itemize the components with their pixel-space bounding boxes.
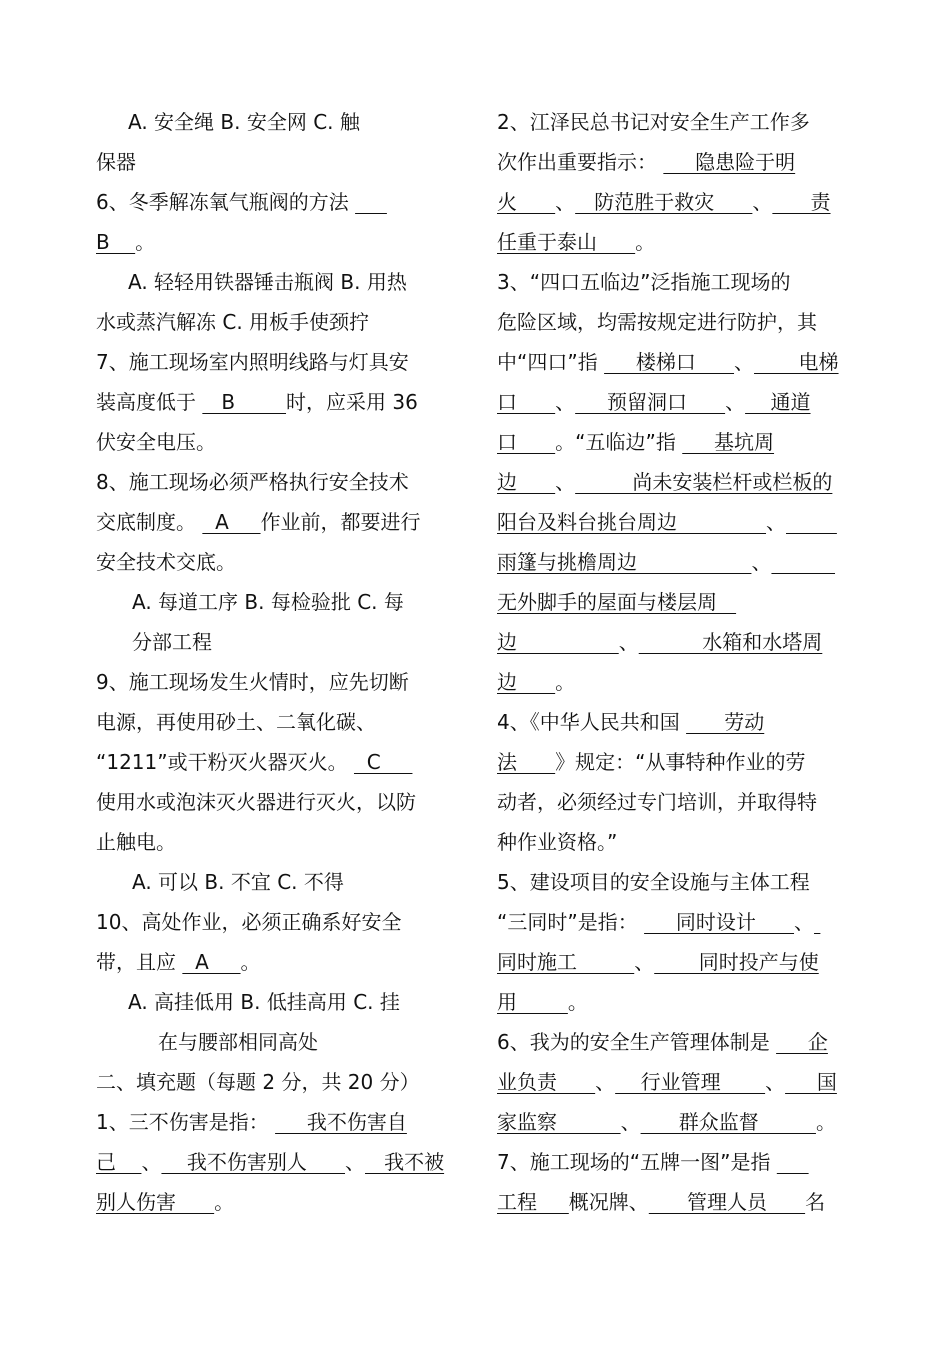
answer-blank: [786, 510, 837, 534]
text-line: [497, 582, 859, 622]
answer-blank: 隐患险于明: [663, 150, 796, 174]
question-text: 、: [765, 1070, 786, 1094]
answer-blank: 阳台及料台挑台周边: [497, 510, 767, 534]
question-text: 7、施工现场的“五牌一图”是指: [497, 1150, 777, 1174]
question-text: 、: [141, 1150, 162, 1174]
answer-blank: 任重于泰山: [497, 230, 636, 254]
question-text: 次作出重要指示：: [497, 150, 664, 174]
answer-blank: 工程: [497, 1190, 569, 1214]
answer-blank: 业负责: [497, 1070, 596, 1094]
question-text: 、: [751, 550, 772, 574]
answer-blank: 己: [96, 1150, 142, 1174]
question-10: 10、高处作业，必须正确系好安全: [96, 910, 402, 934]
answer-blank: 水箱和水塔周: [638, 630, 823, 654]
question-text: 。: [214, 1190, 235, 1214]
text-line: 动者，必须经过专门培训，并取得特: [497, 790, 817, 814]
answer-blank: 基坑周: [682, 430, 775, 454]
answer-blank: 法: [497, 750, 556, 774]
text-line: 在与腰部相同高处: [158, 1030, 318, 1054]
answer-blank: 口: [497, 430, 556, 454]
text-line: [497, 502, 859, 542]
answer-blank: 防范胜于救灾: [575, 190, 753, 214]
question-6: [96, 182, 456, 222]
answer-blank: 通道: [745, 390, 811, 414]
question-7: 7、施工现场室内照明线路与灯具安: [96, 350, 409, 374]
text-line: [497, 662, 859, 702]
question-text: 6、冬季解冻氧气瓶阀的方法: [96, 190, 356, 214]
answer-blank: 用: [497, 990, 568, 1014]
text-line: [497, 1182, 859, 1222]
text-line: [96, 382, 456, 422]
text-line: [497, 382, 859, 422]
question-text: 4、《中华人民共和国: [497, 710, 687, 734]
text-line: [96, 1182, 456, 1222]
text-line: [497, 742, 859, 782]
question-text: 概况牌、: [568, 1190, 649, 1214]
answer-blank: [814, 910, 820, 934]
text-line: 伏安全电压。: [96, 430, 216, 454]
answer-blank: 群众监督: [640, 1110, 816, 1134]
answer-blank: 同时施工: [497, 950, 635, 974]
answer-blank: 国: [785, 1070, 837, 1094]
answer-blank: 电梯: [754, 350, 839, 374]
answer-blank: 责: [772, 190, 831, 214]
text-line: 水或蒸汽解冻 C. 用板手使颈拧: [96, 310, 370, 334]
text-line: [497, 142, 859, 182]
fill-question-6: [497, 1022, 859, 1062]
question-text: 6、我为的安全生产管理体制是: [497, 1030, 777, 1054]
question-text: 、: [794, 910, 815, 934]
answer-blank: 边: [497, 470, 556, 494]
question-text: 交底制度。: [96, 510, 203, 534]
question-text: 、: [620, 1110, 641, 1134]
question-text: 。: [240, 950, 261, 974]
text-line: [497, 1062, 859, 1102]
answer-blank: 行业管理: [615, 1070, 766, 1094]
answer-blank: 企: [776, 1030, 828, 1054]
question-text: 装高度低于: [96, 390, 203, 414]
question-text: 、: [725, 390, 746, 414]
question-text: 、: [634, 950, 655, 974]
text-line: 分部工程: [132, 630, 212, 654]
text-line: [96, 502, 456, 542]
question-9: 9、施工现场发生火情时，应先切断: [96, 670, 409, 694]
text-line: [497, 942, 859, 982]
question-text: 。: [555, 670, 576, 694]
text-line: [497, 622, 859, 662]
text-line: 危险区域，均需按规定进行防护，其: [497, 310, 817, 334]
text-line: [497, 462, 859, 502]
question-text: 。: [635, 230, 656, 254]
question-text: 、: [734, 350, 755, 374]
fill-question-5: 5、建设项目的安全设施与主体工程: [497, 870, 810, 894]
text-line: 保器: [96, 150, 136, 174]
text-line: [497, 1102, 859, 1142]
text-line: 使用水或泡沫灭火器进行灭火，以防: [96, 790, 416, 814]
answer-blank: 口: [497, 390, 556, 414]
answer-blank: [771, 550, 835, 574]
text-line: [497, 422, 859, 462]
fill-question-4: [497, 702, 859, 742]
text-line: 止触电。: [96, 830, 176, 854]
text-line: 电源，再使用砂土、二氧化碳、: [96, 710, 376, 734]
answer-blank: 同时投产与使: [654, 950, 819, 974]
question-text: 中“四口”指: [497, 350, 605, 374]
answer-blank: A: [182, 950, 241, 974]
question-text: 。: [135, 230, 156, 254]
question-text: “三同时”是指：: [497, 910, 645, 934]
answer-blank: 边: [497, 630, 619, 654]
question-text: 、: [595, 1070, 616, 1094]
answer-blank: 我不被: [365, 1150, 445, 1174]
answer-blank: 火: [497, 190, 556, 214]
answer-blank: 家监察: [497, 1110, 621, 1134]
answer-blank: B: [202, 390, 287, 414]
question-text: 、: [752, 190, 773, 214]
answer-blank: 管理人员: [648, 1190, 806, 1214]
question-text: 。: [815, 1110, 836, 1134]
question-text: 、: [555, 190, 576, 214]
fill-question-1: [96, 1102, 456, 1142]
answer-blank: 我不伤害自: [275, 1110, 407, 1134]
fill-question-2: 2、江泽民总书记对安全生产工作多: [497, 110, 810, 134]
question-8: 8、施工现场必须严格执行安全技术: [96, 470, 409, 494]
answer-blank: [355, 190, 387, 214]
question-text: 、: [555, 470, 576, 494]
text-line: 安全技术交底。: [96, 550, 236, 574]
text-line: [497, 542, 859, 582]
options-q5: A. 安全绳 B. 安全网 C. 触: [128, 110, 360, 134]
answer-blank: 我不伤害别人: [161, 1150, 346, 1174]
text-line: [497, 902, 859, 942]
answer-blank: 边: [497, 670, 556, 694]
question-text: 、: [766, 510, 787, 534]
section-heading: 二、填充题（每题 2 分，共 20 分）: [96, 1070, 420, 1094]
question-text: 。: [567, 990, 588, 1014]
fill-question-3: 3、“四口五临边”泛指施工现场的: [497, 270, 791, 294]
answer-blank: [777, 1150, 809, 1174]
answer-blank: 尚未安装栏杆或栏板的: [575, 470, 833, 494]
text-line: [497, 982, 859, 1022]
question-text: 》规定：“从事特种作业的劳: [555, 750, 806, 774]
question-text: 作业前，都要进行: [260, 510, 421, 534]
options-q6: A. 轻轻用铁器锤击瓶阀 B. 用热: [128, 270, 407, 294]
answer-blank: 劳动: [686, 710, 765, 734]
right-column: [497, 102, 859, 1222]
question-text: 、: [555, 390, 576, 414]
question-text: 名: [805, 1190, 826, 1214]
text-line: [96, 742, 456, 782]
text-line: 种作业资格。”: [497, 830, 618, 854]
options-q8: A. 每道工序 B. 每检验批 C. 每: [132, 590, 404, 614]
text-line: [96, 1142, 456, 1182]
text-line: [96, 942, 456, 982]
left-column: [96, 102, 456, 1222]
text-line: [497, 342, 859, 382]
question-text: 带，且应: [96, 950, 183, 974]
answer-blank: 别人伤害: [96, 1190, 215, 1214]
answer-blank: A: [202, 510, 261, 534]
options-q9: A. 可以 B. 不宜 C. 不得: [132, 870, 344, 894]
options-q10: A. 高挂低用 B. 低挂高用 C. 挂: [128, 990, 400, 1014]
answer-blank: C: [353, 750, 413, 774]
question-text: 1、三不伤害是指：: [96, 1110, 276, 1134]
text-line: [497, 222, 859, 262]
answer-blank: 雨篷与挑檐周边: [497, 550, 752, 574]
answer-blank: B: [96, 230, 136, 254]
question-text: 时，应采用 36: [286, 390, 418, 414]
text-line: [96, 222, 456, 262]
question-text: 、: [345, 1150, 366, 1174]
question-text: “1211”或干粉灭火器灭火。: [96, 750, 354, 774]
answer-blank: 楼梯口: [604, 350, 735, 374]
answer-blank: 无外脚手的屋面与楼层周: [497, 590, 737, 614]
text-line: [497, 182, 859, 222]
question-text: 。“五临边”指: [555, 430, 683, 454]
answer-blank: 同时设计: [644, 910, 795, 934]
answer-blank: 预留洞口: [575, 390, 726, 414]
fill-question-7: [497, 1142, 859, 1182]
question-text: 、: [618, 630, 639, 654]
